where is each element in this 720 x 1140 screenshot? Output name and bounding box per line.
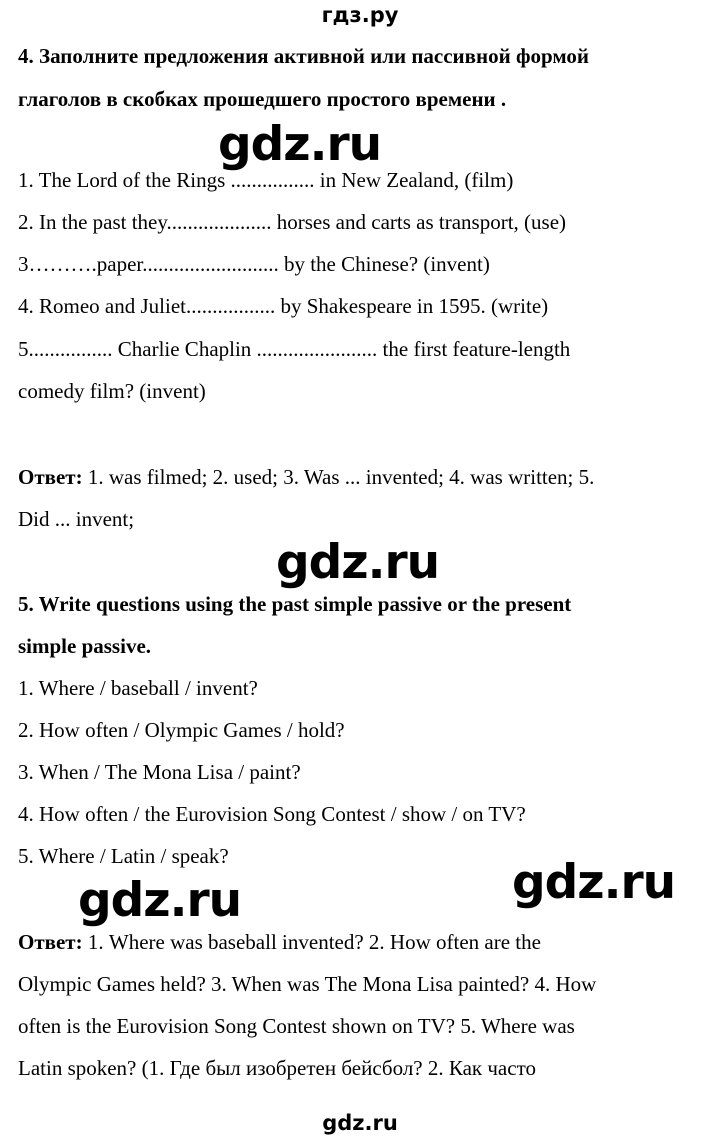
watermark-1: gdz.ru bbox=[218, 117, 382, 172]
task5-answer-line-3: often is the Eurovision Song Contest shown on TV? 5. Where was bbox=[18, 1014, 575, 1038]
header-site-name: гдз.ру bbox=[321, 3, 399, 27]
task5-answer-line-4: Latin spoken? (1. Где был изобретен бейсбол? 2. Как часто bbox=[18, 1056, 536, 1080]
task5-item-5: 5. Where / Latin / speak? bbox=[18, 844, 229, 868]
task5-answer-line-1 bbox=[18, 929, 541, 955]
watermark-2: gdz.ru bbox=[276, 535, 440, 590]
task4-item-5: 5................ Charlie Chaplin ....................... the first feature-length bbox=[18, 337, 571, 361]
task4-answer-line-2: Did ... invent; bbox=[18, 507, 135, 531]
task4-title-line-2: глаголов в скобках прошедшего простого времени . bbox=[18, 87, 507, 111]
task5-item-1: 1. Where / baseball / invent? bbox=[18, 676, 258, 700]
task4-title-line-1: 4. Заполните предложения активной или пассивной формой bbox=[18, 44, 589, 68]
task4-answer-text-1: 1. was filmed; 2. used; 3. Was ... invented; 4. was written; 5. bbox=[82, 465, 595, 489]
task4-answer-line-1 bbox=[18, 464, 594, 490]
task5-item-3: 3. When / The Mona Lisa / paint? bbox=[18, 760, 301, 784]
footer-site-name: gdz.ru bbox=[322, 1111, 398, 1135]
task5-answer-line-2: Olympic Games held? 3. When was The Mona Lisa painted? 4. How bbox=[18, 972, 597, 996]
task5-answer-label: Ответ: bbox=[18, 930, 83, 954]
task4-item-3: 3……….paper.......................... by the Chinese? (invent) bbox=[18, 252, 490, 276]
task4-item-5-cont: comedy film? (invent) bbox=[18, 379, 206, 403]
task5-item-2: 2. How often / Olympic Games / hold? bbox=[18, 718, 345, 742]
task5-answer-text-1: 1. Where was baseball invented? 2. How often are the bbox=[82, 930, 541, 954]
task5-item-4: 4. How often / the Eurovision Song Contest / show / on TV? bbox=[18, 802, 526, 826]
task4-item-1: 1. The Lord of the Rings ................ in New Zealand, (film) bbox=[18, 168, 514, 192]
watermark-3: gdz.ru bbox=[512, 855, 676, 910]
task5-title-line-1: 5. Write questions using the past simple passive or the present bbox=[18, 592, 572, 616]
task4-answer-label: Ответ: bbox=[18, 465, 83, 489]
task4-item-2: 2. In the past they.................... horses and carts as transport, (use) bbox=[18, 210, 567, 234]
task5-title-line-2: simple passive. bbox=[18, 634, 152, 658]
task4-item-4: 4. Romeo and Juliet................. by Shakespeare in 1595. (write) bbox=[18, 294, 549, 318]
watermark-4: gdz.ru bbox=[78, 873, 242, 928]
